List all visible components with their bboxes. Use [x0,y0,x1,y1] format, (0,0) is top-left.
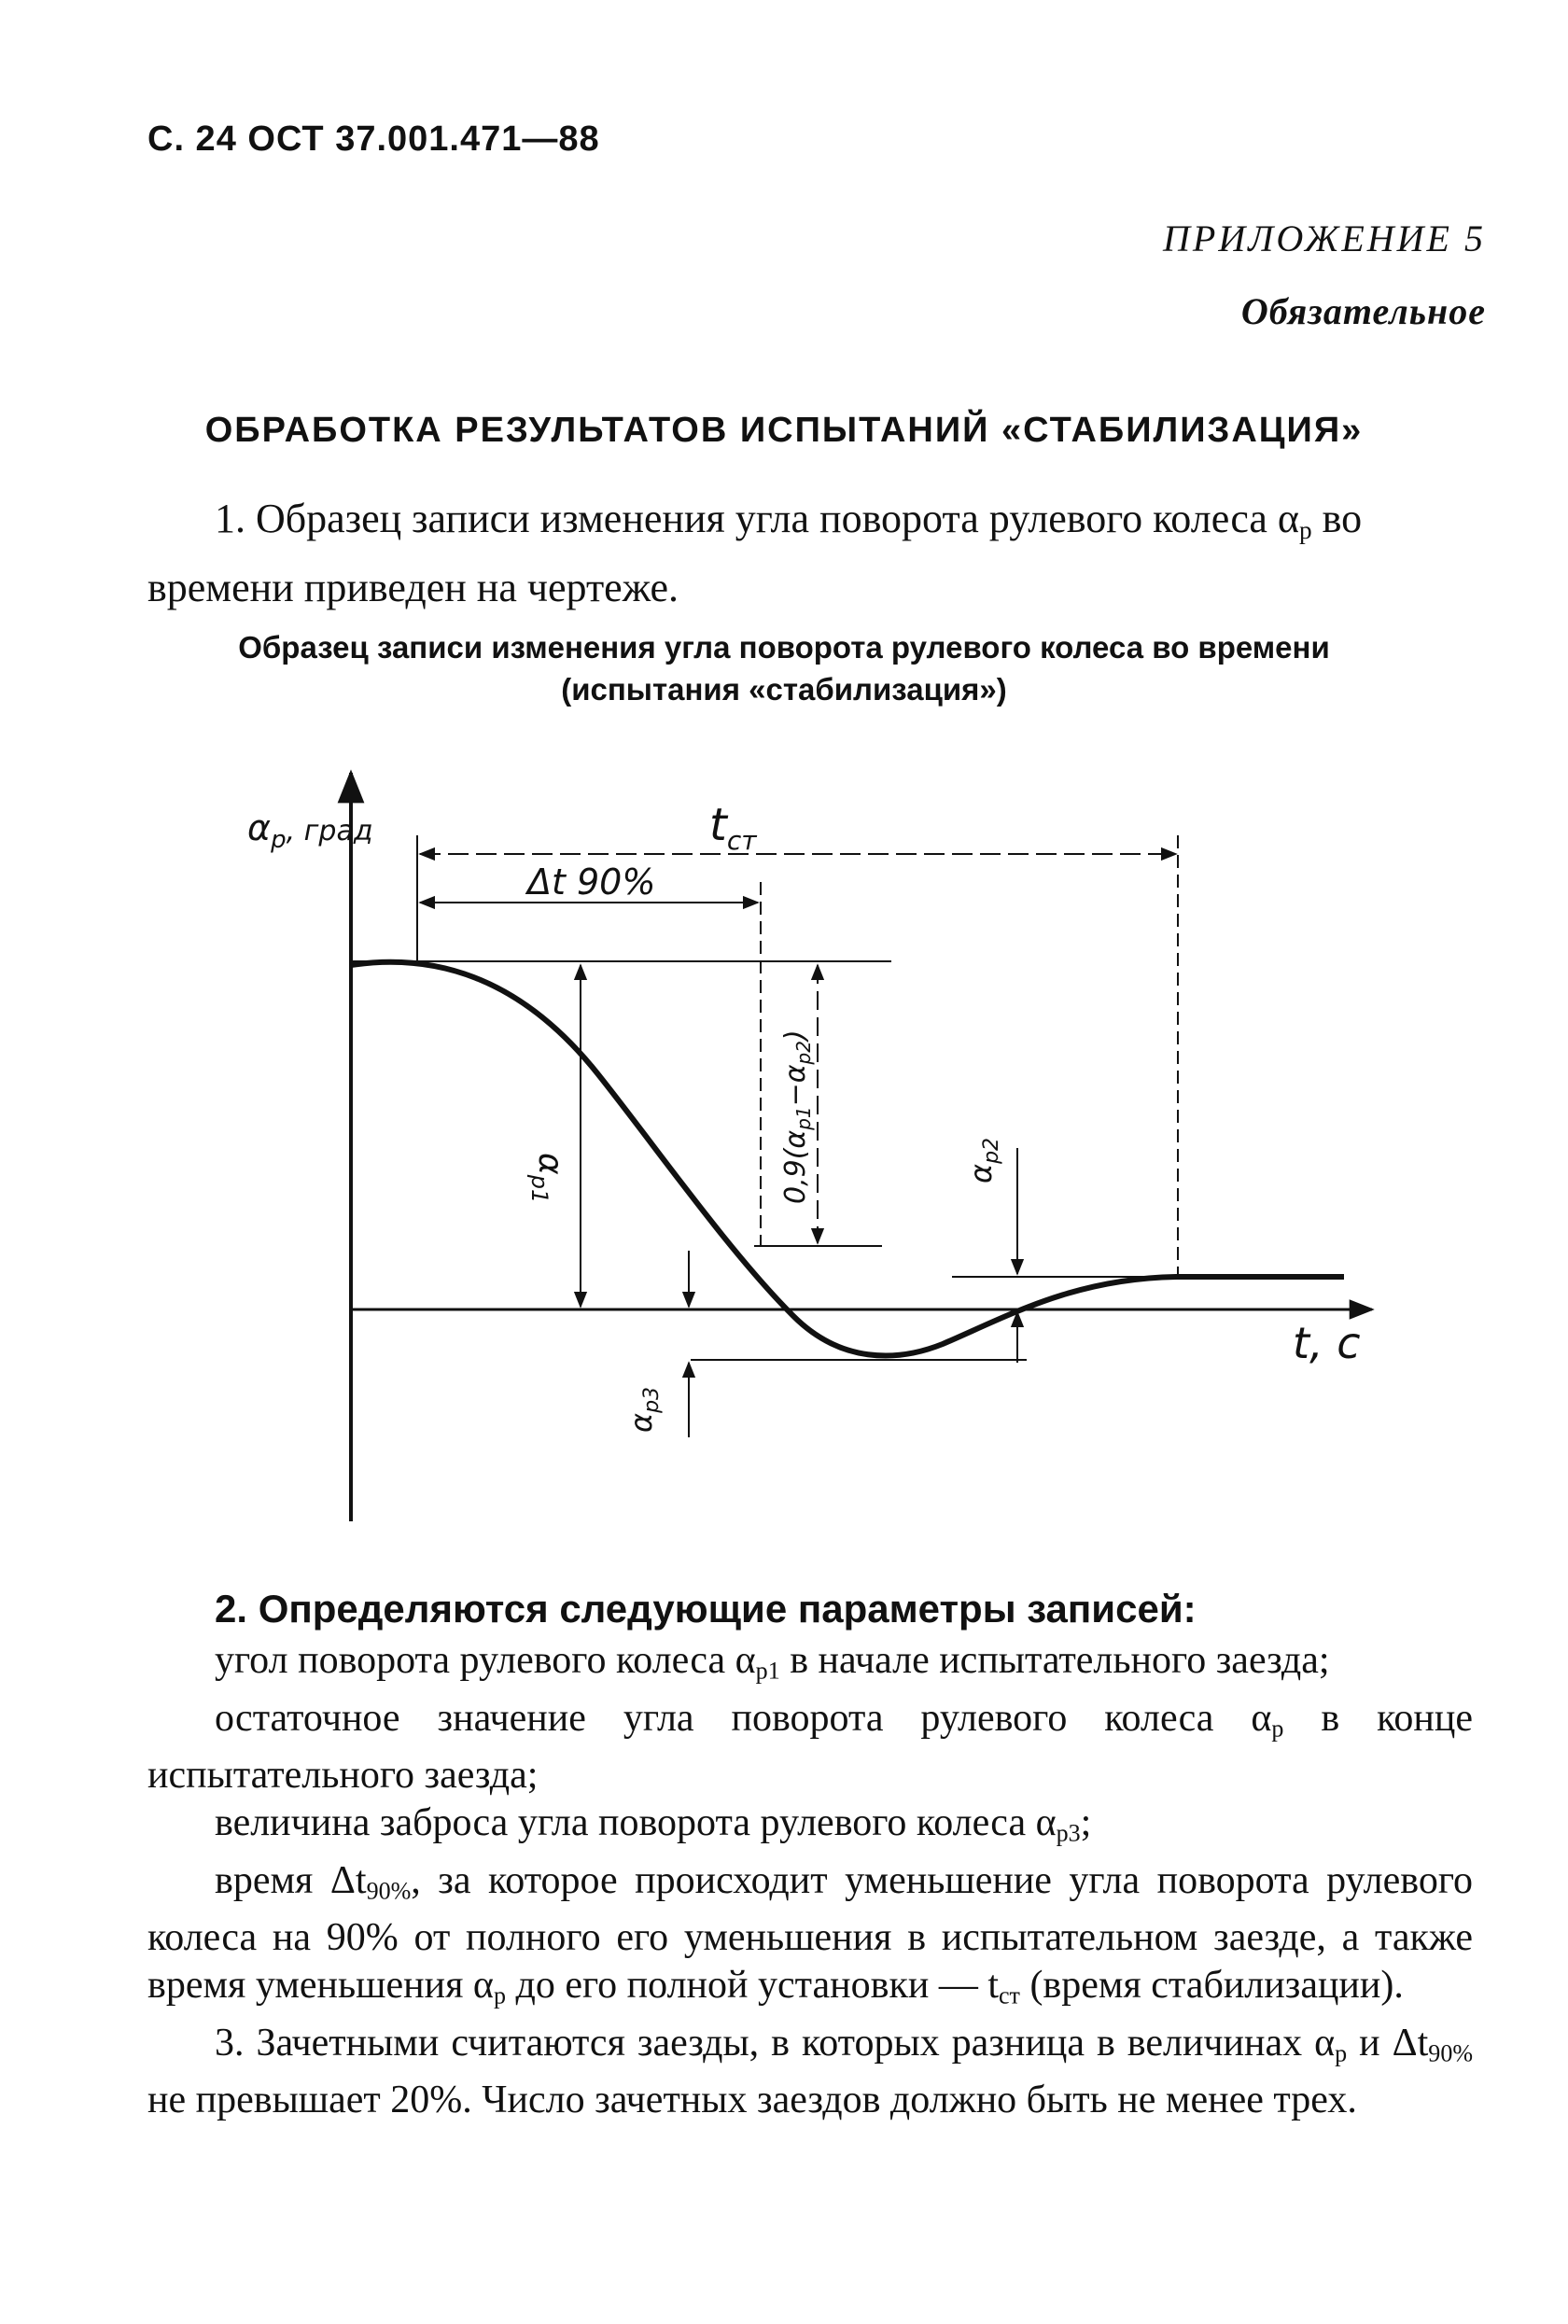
item-2-line-4: время $\Delta t_{90\%}$, за которое происходит уменьшение угла поворота рулевого колеса на 90% от полного его уменьшения в испытательном заезде, а также время уменьшения $\alpha_р$ до его полной установки — $t_{ст}$ (время стабилизации). [147,1858,1474,2009]
ap3-label: $\alpha_{р3}$ [623,1386,664,1433]
x-axis-label: t, с [1293,1318,1361,1368]
item-1-prefix: 1. Образец записи изменения угла поворота рулевого колеса [215,496,1267,541]
symbol-ap1: $\alpha_{р1}$ [735,1639,780,1685]
item-3-paragraph: 3. Зачетными считаются заезды, в которых разница в величинах $\alpha_р$ и $\Delta t_{90\%}$ не превышает 20%. Число зачетных заездов должно быть не менее трех. [147,2021,1474,2121]
symbol-dt90: $\Delta t_{90\%}$ [329,1858,412,1904]
symbol-tst: $t_{ст}$ [987,1964,1020,2009]
symbol-dt90-2: $\Delta t_{90\%}$ [1392,2021,1474,2066]
angle-curve [351,962,1344,1356]
item-2-heading: 2. Определяются следующие параметры записей: [215,1587,1197,1631]
ninety-label: $0,9(\alpha_{р1}-\alpha_{р2})$ [779,1029,815,1204]
item-2-line-1: угол поворота рулевого колеса $\alpha_{р1}$ в начале испытательного заезда; [215,1639,1330,1685]
appendix-status: Обязательное [1240,290,1486,332]
item-1-symbol: $\alpha_р$ [1277,496,1312,544]
ap2-label: $\alpha_{р2}$ [963,1137,1003,1183]
appendix-title: ПРИЛОЖЕНИЕ 5 [1163,217,1486,259]
y-axis-label: $\alpha_р^{, град}$ [247,807,373,854]
page-header: С. 24 ОСТ 37.001.471—88 [147,119,600,159]
symbol-ap-2: $\alpha_р$ [472,1964,506,2009]
item-2-body [147,1637,1473,2124]
symbol-ap3: $\alpha_{р3}$ [1035,1801,1081,1847]
section-title: ОБРАБОТКА РЕЗУЛЬТАТОВ ИСПЫТАНИЙ «СТАБИЛИЗАЦИЯ» [204,411,1364,450]
item-2-line-3: величина заброса угла поворота рулевого колеса $\alpha_{р3}$; [215,1801,1092,1847]
t-st-label: $t_{ст}$ [709,799,757,856]
symbol-ap-3: $\alpha_р$ [1314,2021,1348,2066]
symbol-ap: $\alpha_р$ [1251,1696,1284,1742]
item-1-suffix: во времени приведен на чертеже. [147,496,1363,610]
dt90-label: Δt 90% [527,861,656,903]
figure-caption-line-1: Образец записи изменения угла поворота рулевого колеса во времени [238,630,1330,665]
item-2-line-2: остаточное значение угла поворота рулевого колеса $\alpha_р$ в конце испытательного заезда; [147,1696,1474,1797]
figure-caption-line-2: (испытания «стабилизация») [561,672,1007,707]
ap1-label: $\alpha_{р1}$ [526,1153,569,1204]
